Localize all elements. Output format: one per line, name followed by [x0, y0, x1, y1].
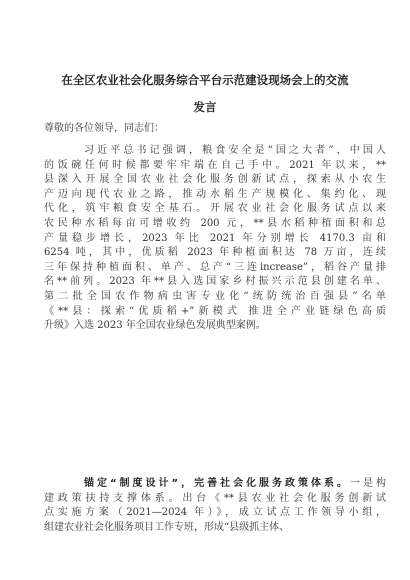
- document-title-line-1: 在全区农业社会化服务综合平台示范建设现场会上的交流: [61, 73, 349, 87]
- paragraph-1-line: 农民种水稻每亩可增收约 200 元，**县水稻种植面积和总: [44, 217, 386, 229]
- paragraph-1-line: 6254 吨，其中，优质稻 2023 年种植面积达 78 万亩，连续: [44, 247, 386, 259]
- paragraph-1-line: 产迈向现代农业之路，推动水稻生产规模化、集约化、现: [44, 188, 386, 200]
- paragraph-1-line: 升级》入选 2023 年全国农业绿色发展典型案例。: [44, 320, 266, 332]
- document-title-line-2: 发言: [193, 100, 217, 114]
- paragraph-1-line: 县深入开展全国农业社会化服务创新试点，探索从小农生: [44, 174, 386, 186]
- paragraph-1-line: 名**前列。2023 年**县入选国家乡村振兴示范县创建名单、: [44, 276, 386, 288]
- paragraph-1-line: 三年保持种植面积、单产、总产“三连increase”，稻谷产量排: [44, 261, 386, 273]
- greeting: 尊敬的各位领导，同志们：: [44, 123, 164, 134]
- paragraph-1-line: 《**县：探索“优质稻+”新模式 推进全产业链绿色高质: [44, 305, 386, 317]
- paragraph-2-line: 建政策扶持支撑体系。出台《**县农业社会化服务创新试: [44, 492, 386, 504]
- paragraph-1-line: 产量稳步增长，2023 年比 2021 年分别增长 4170.3 亩和: [44, 232, 386, 244]
- paragraph-2-line: 点实施方案（2021—2024 年）》，成立试点工作领导小组，: [44, 507, 386, 519]
- paragraph-2-line: [64, 477, 386, 492]
- paragraph-1: [44, 144, 386, 334]
- paragraph-2-lead-continuation: 一是构: [350, 478, 386, 489]
- paragraph-1-line: 代化，筑牢粮食安全基石。开展农业社会化服务试点以来: [44, 203, 386, 215]
- paragraph-2-lead: 锚定“制度设计”，完善社会化服务政策体系。: [84, 478, 351, 489]
- paragraph-1-line: 习近平总书记强调，粮食安全是“国之大者”，中国人: [84, 145, 386, 156]
- paragraph-2-line: 组建农业社会化服务项目工作专班，形成“县级抓主体、: [44, 521, 290, 533]
- paragraph-1-line: 的饭碗任何时候都要牢牢端在自己手中。2021 年以来，**: [44, 159, 386, 171]
- paragraph-2: [44, 477, 386, 535]
- paragraph-1-line: 第二批全国农作物病虫害专业化“统防统治百强县”名单: [44, 290, 386, 302]
